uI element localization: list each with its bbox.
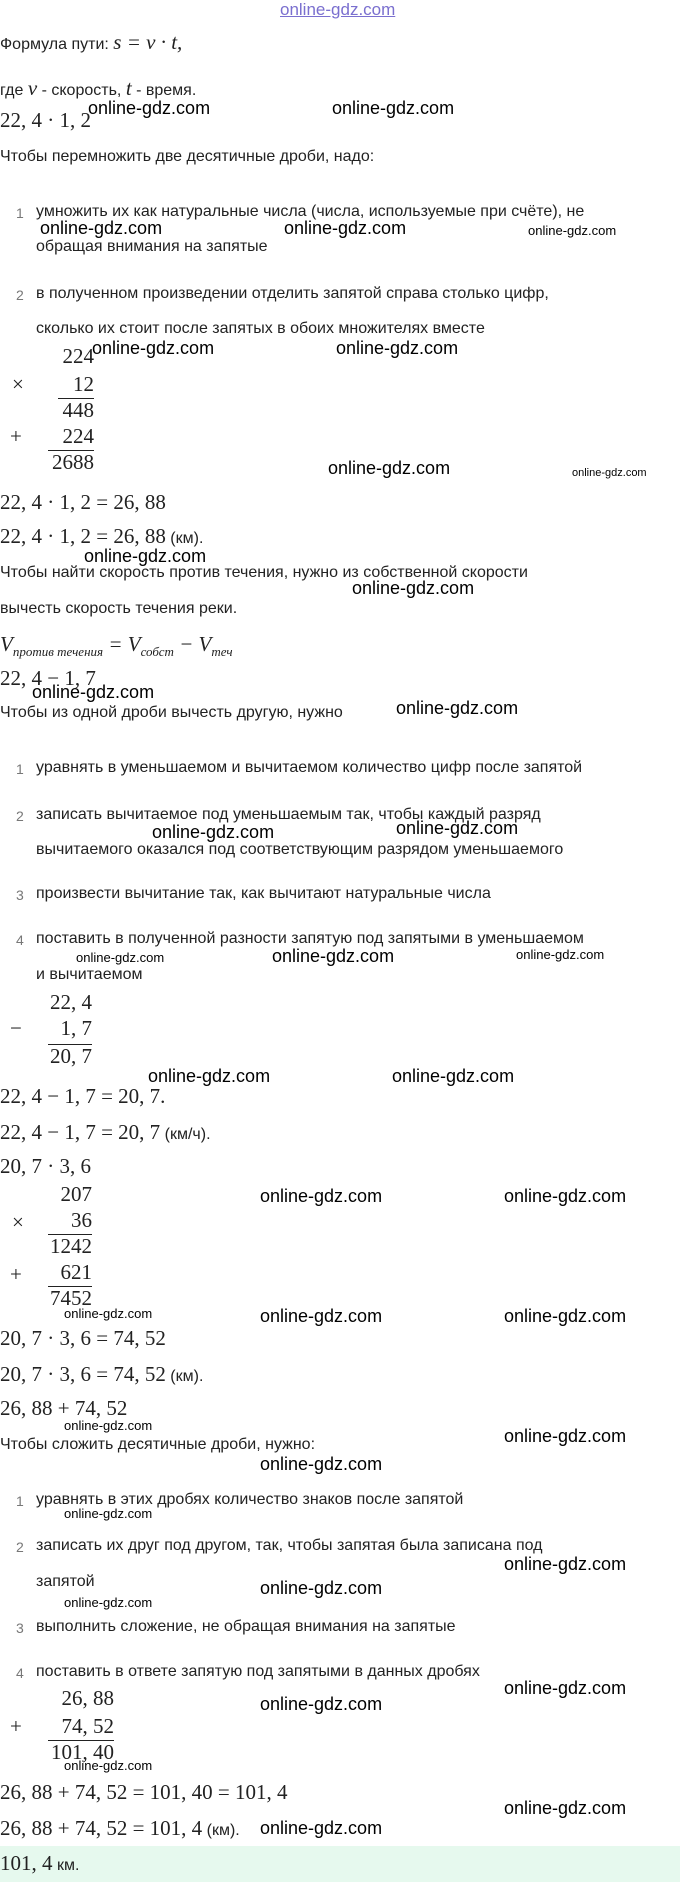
step1-unit: (км). [170,530,204,547]
watermark: online-gdz.com [396,818,519,838]
step1-col-p1: 448 [62,398,94,422]
formula-expression: s = v · t, [113,30,183,54]
final-answer [0,1851,79,1876]
watermark: online-gdz.com [272,946,395,966]
step4-col-plus: + [10,1714,22,1738]
watermark: online-gdz.com [392,1066,515,1086]
t-description: - время. [136,82,197,99]
step4-rule2-line2: запятой [36,1573,95,1590]
step2-rule4-number: 4 [16,932,24,948]
watermark: online-gdz.com [328,458,451,478]
step1-col-b: 12 [73,372,94,396]
step4-rule4-line1: поставить в ответе запятую под запятыми в данных дробях [36,1663,480,1680]
step4-rule2-number: 2 [16,1539,24,1555]
step2-col-result: 20, 7 [50,1044,92,1068]
step3-expression: 20, 7 · 3, 6 [0,1154,91,1178]
watermark: online-gdz.com [260,1306,383,1326]
step1-rule1-number: 1 [16,205,24,221]
t-variable: t [125,76,132,100]
step1-rule1-line2: обращая внимания на запятые [36,238,268,255]
step3-col-plus: + [10,1262,22,1286]
step2-rule2-number: 2 [16,808,24,824]
step2-intro-line1: Чтобы найти скорость против течения, нужно из собственной скорости [0,564,528,581]
site-logo[interactable]: online-gdz.com [280,0,396,19]
step2-intro-line2: вычесть скорость течения реки. [0,600,238,617]
step2-rule4-line1: поставить в полученной разности запятую под запятыми в уменьшаемом [36,930,584,947]
watermark: online-gdz.com [504,1426,627,1446]
step2-rule1-number: 1 [16,761,24,777]
formula-eq: = V [108,632,141,656]
step4-intro: Чтобы сложить десятичные дроби, нужно: [0,1436,316,1453]
step4-rule1-line1: уравнять в этих дробях количество знаков после запятой [36,1491,464,1508]
step4-rule2-line1: записать их друг под другом, так, чтобы запятая была записана под [36,1537,543,1554]
watermark: online-gdz.com [64,1306,153,1321]
step4-col-b: 74, 52 [61,1714,114,1738]
watermark: online-gdz.com [504,1306,627,1326]
watermark: online-gdz.com [64,1506,153,1521]
step1-result2: 22, 4 · 1, 2 = 26, 88 [0,524,166,548]
step3-result1: 20, 7 · 3, 6 = 74, 52 [0,1326,166,1350]
watermark: online-gdz.com [260,1454,383,1474]
step2-speed-formula [0,632,233,660]
watermark: online-gdz.com [64,1758,153,1773]
watermark: online-gdz.com [260,1694,383,1714]
step4-result2: 26, 88 + 74, 52 = 101, 4 [0,1816,203,1840]
watermark: online-gdz.com [332,98,455,118]
watermark: online-gdz.com [396,698,519,718]
step2-intro2: Чтобы из одной дроби вычесть другую, нужно [0,704,343,721]
step1-rule2-line2: сколько их стоит после запятых в обоих множителях вместе [36,320,485,337]
step4-rule3-number: 3 [16,1620,24,1636]
step1-rule2-number: 2 [16,287,24,303]
watermark: online-gdz.com [148,1066,271,1086]
watermark: online-gdz.com [336,338,459,358]
watermark: online-gdz.com [284,218,407,238]
step2-unit: (км/ч). [164,1126,211,1143]
step4-result2-row [0,1816,240,1841]
where-label: где [0,82,24,99]
formula-sub-own: собст [140,644,174,660]
answer-value: 101, 4 [0,1851,53,1875]
answer-highlight [0,1846,680,1882]
step1-rule1-line1: умножить их как натуральные числа (числа, используемые при счёте), не [36,203,585,220]
v-description: - скорость, [41,82,122,99]
step1-col-p2: 224 [62,424,94,448]
watermark: online-gdz.com [92,338,215,358]
step2-rule2-line2: вычитаемого оказался под соответствующим разрядом уменьшаемого [36,841,564,858]
step4-col-result: 101, 40 [51,1740,114,1764]
watermark: online-gdz.com [64,1418,153,1433]
step4-rule3-line1: выполнить сложение, не обращая внимания на запятые [36,1618,456,1635]
watermark: online-gdz.com [260,1818,383,1838]
path-formula [0,30,182,55]
watermark: online-gdz.com [528,223,617,238]
watermark: online-gdz.com [504,1798,627,1818]
watermark: online-gdz.com [352,578,475,598]
step2-result2: 22, 4 − 1, 7 = 20, 7 [0,1120,161,1144]
watermark: online-gdz.com [84,546,207,566]
step3-col-result: 7452 [50,1286,92,1310]
step3-col-b: 36 [71,1208,92,1232]
watermark: online-gdz.com [504,1554,627,1574]
formula-sub-current: теч [211,644,233,660]
step3-col-p2: 621 [60,1260,92,1284]
step2-expression: 22, 4 − 1, 7 [0,666,96,690]
watermark: online-gdz.com [76,950,165,965]
watermark: online-gdz.com [152,822,275,842]
watermark: online-gdz.com [260,1186,383,1206]
step1-col-a: 224 [62,344,94,368]
step2-result2-row [0,1120,211,1145]
step4-rule4-number: 4 [16,1665,24,1681]
step3-result2-row [0,1362,203,1387]
watermark: online-gdz.com [504,1678,627,1698]
step4-col-a: 26, 88 [61,1686,114,1710]
step1-expression: 22, 4 · 1, 2 [0,108,91,132]
step4-rule1-number: 1 [16,1493,24,1509]
step4-result1: 26, 88 + 74, 52 = 101, 40 = 101, 4 [0,1780,288,1804]
step2-rule3-number: 3 [16,887,24,903]
step2-rule4-line2: и вычитаемом [36,966,143,983]
step3-unit: (км). [170,1368,204,1385]
step2-rule3-line1: произвести вычитание так, как вычитают натуральные числа [36,885,491,902]
step1-col-plus: + [10,424,22,448]
step1-intro: Чтобы перемножить две десятичные дроби, надо: [0,148,375,165]
step1-rule2-line1: в полученном произведении отделить запятой справа столько цифр, [36,285,549,302]
step2-col-b: 1, 7 [60,1016,92,1040]
step3-col-a: 207 [60,1182,92,1206]
step2-col-minus: − [10,1016,22,1040]
step4-expression: 26, 88 + 74, 52 [0,1396,128,1420]
formula-v1: V [0,632,13,656]
watermark: online-gdz.com [516,947,605,962]
watermark: online-gdz.com [40,218,163,238]
formula-sub-against: против течения [12,644,104,660]
step3-result2: 20, 7 · 3, 6 = 74, 52 [0,1362,166,1386]
step3-col-p1: 1242 [50,1234,92,1258]
formula-label: Формула пути: [0,36,109,53]
step2-col-a: 22, 4 [50,990,92,1014]
answer-unit: км. [56,1857,80,1874]
watermark: online-gdz.com [32,682,155,702]
watermark: online-gdz.com [88,98,211,118]
step2-result1: 22, 4 − 1, 7 = 20, 7. [0,1084,166,1108]
watermark: online-gdz.com [572,467,647,479]
step3-col-times: × [12,1210,24,1234]
step2-rule1-line1: уравнять в уменьшаемом и вычитаемом количество цифр после запятой [36,759,583,776]
step1-result1: 22, 4 · 1, 2 = 26, 88 [0,490,166,514]
step2-rule2-line1: записать вычитаемое под уменьшаемым так, чтобы каждый разряд [36,806,541,823]
step4-unit: (км). [206,1822,240,1839]
step1-col-result: 2688 [52,450,94,474]
watermark: online-gdz.com [504,1186,627,1206]
watermark: online-gdz.com [260,1578,383,1598]
formula-minus: − V [179,632,212,656]
watermark: online-gdz.com [64,1595,153,1610]
step1-col-times: × [12,372,24,396]
v-variable: v [27,76,38,100]
